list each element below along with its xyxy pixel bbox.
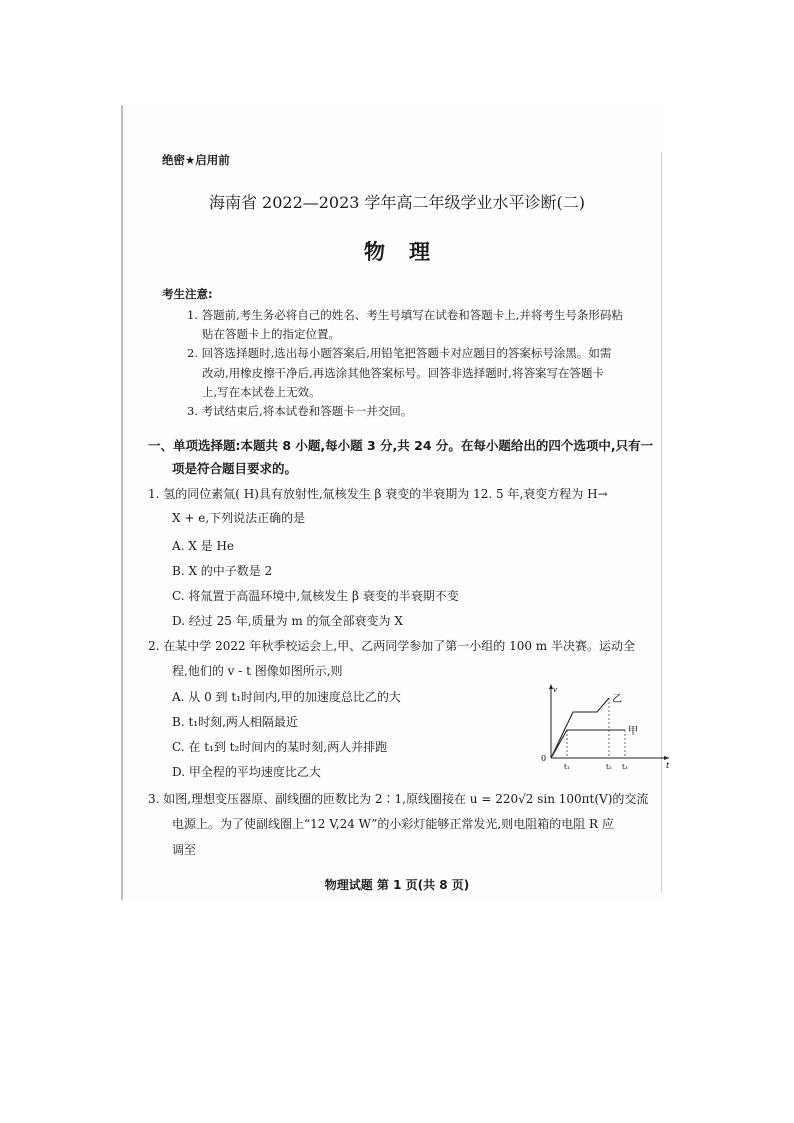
section-heading: 一、单项选择题:本题共 8 小题,每小题 3 分,共 24 分。在每小题给出的四个选项中,只有一 [148, 438, 654, 453]
t-axis-arrow [664, 756, 669, 760]
scan-left-edge [121, 105, 123, 900]
curve-yi [551, 698, 609, 758]
question-3-stem-end: 调至 [172, 843, 197, 857]
notice-line: 改动,用橡皮擦干净后,再选涂其他答案标号。回答非选择题时,将答案写在答题卡 [202, 366, 604, 380]
question-3-stem: 3. 如图,理想变压器原、副线圈的匝数比为 2∶1,原线圈接在 u = 220√2 sin 100πt(V)的交流 [148, 792, 649, 806]
question-1-option-b: B. X 的中子数是 2 [172, 564, 273, 578]
exam-sheet [120, 105, 665, 900]
vt-graph [537, 680, 672, 775]
exam-title: 海南省 2022—2023 学年高二年级学业水平诊断(二) [208, 193, 586, 212]
v-axis-label: v [553, 686, 557, 694]
question-2-stem: 2. 在某中学 2022 年秋季校运会上,甲、乙两同学参加了第一小组的 100 m 半决赛。运动全 [148, 639, 635, 653]
tick-t2: t₂ [606, 763, 612, 771]
question-2-option-b: B. t₁时刻,两人相隔最近 [172, 715, 298, 729]
section-heading-cont: 项是符合题目要求的。 [172, 461, 298, 476]
notice-line: 1. 答题前,考生务必将自己的姓名、考生号填写在试卷和答题卡上,并将考生号条形码粘 [187, 308, 623, 322]
notice-line: 上,写在本试卷上无效。 [202, 385, 321, 399]
origin-label: 0 [541, 754, 547, 763]
label-yi: 乙 [612, 694, 622, 705]
subject-title: 物理 [364, 240, 454, 264]
question-1-stem-cont: X + e,下列说法正确的是 [172, 511, 306, 525]
notice-line: 3. 考试结束后,将本试卷和答题卡一并交回。 [187, 404, 413, 418]
question-1-option-c: C. 将氚置于高温环境中,氚核发生 β 衰变的半衰期不变 [172, 589, 459, 603]
page-footer: 物理试题 第 1 页(共 8 页) [324, 878, 470, 892]
tick-t1: t₁ [564, 763, 570, 771]
notice-line: 贴在答题卡上的指定位置。 [202, 327, 340, 341]
question-2-stem-cont: 程,他们的 v - t 图像如图所示,则 [172, 664, 343, 678]
confidential-label: 绝密★启用前 [162, 153, 230, 167]
question-1-option-a: A. X 是 He [172, 539, 235, 553]
notice-line: 2. 回答选择题时,选出每小题答案后,用铅笔把答题卡对应题目的答案标号涂黑。如需 [187, 346, 612, 360]
tick-t3: t₃ [622, 763, 628, 771]
question-3-stem-cont: 电源上。为了使副线圈上“12 V,24 W”的小彩灯能够正常发光,则电阻箱的电阻 R 应 [172, 817, 614, 831]
label-jia: 甲 [628, 726, 638, 737]
question-2-option-a: A. 从 0 到 t₁时间内,甲的加速度总比乙的大 [172, 690, 401, 704]
question-1-stem: 1. 氢的同位素氚( H)具有放射性,氚核发生 β 衰变的半衰期为 12. 5 年,衰变方程为 H→ [148, 487, 608, 501]
t-axis-label: t [666, 761, 670, 770]
question-2-option-c: C. 在 t₁到 t₂时间内的某时刻,两人并排跑 [172, 740, 388, 754]
notice-heading: 考生注意: [162, 287, 213, 301]
question-2-option-d: D. 甲全程的平均速度比乙大 [172, 765, 321, 779]
question-1-option-d: D. 经过 25 年,质量为 m 的氚全部衰变为 X [172, 614, 403, 628]
